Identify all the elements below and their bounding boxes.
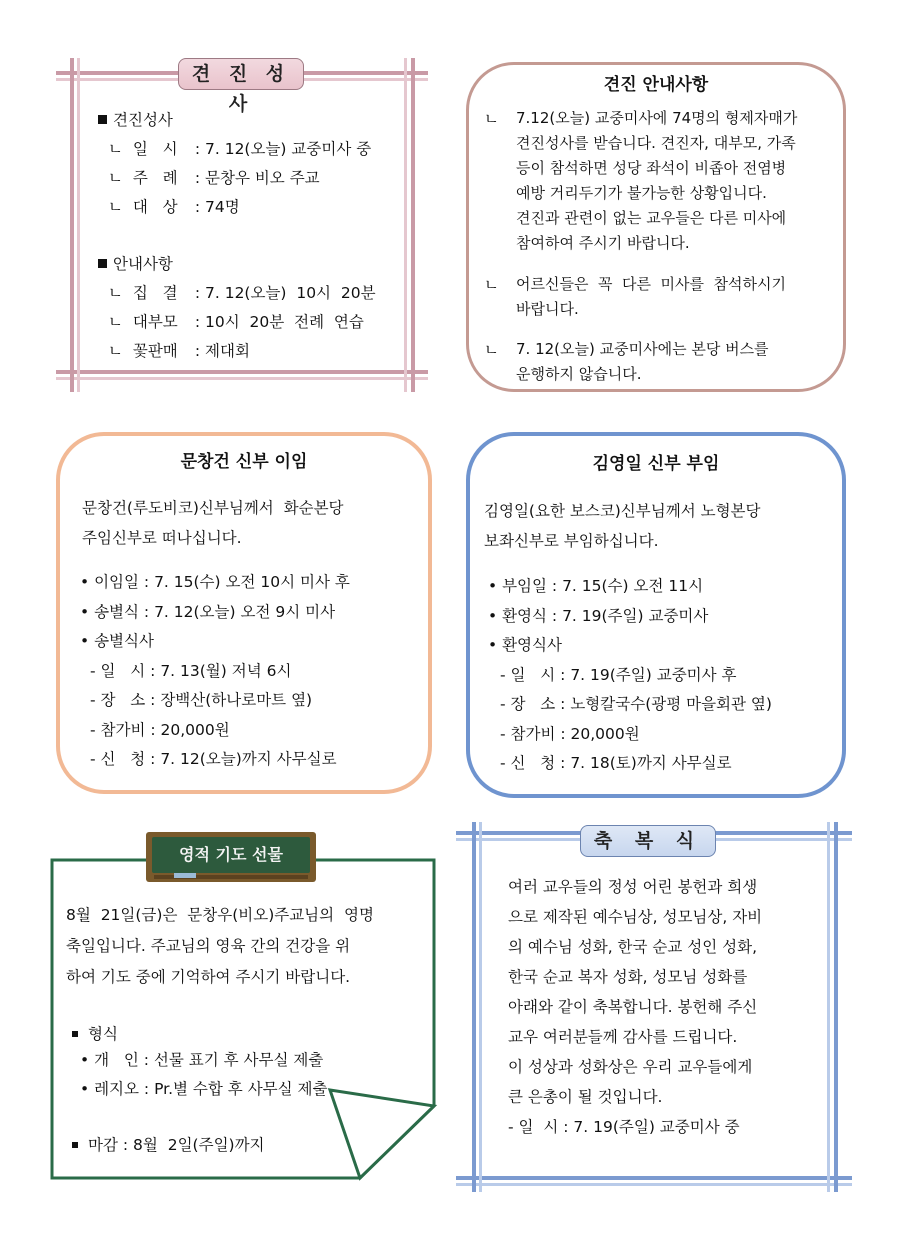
square-bullet-icon [98, 259, 107, 268]
list-item: - 일 시 : 7. 13(월) 저녁 6시 [90, 661, 292, 680]
list-item: • 부임일 : 7. 15(수) 오전 11시 [488, 577, 704, 595]
list-item: • 송별식 : 7. 12(오늘) 오전 9시 미사 [80, 602, 336, 621]
spiritual-intro: 8월 21일(금)은 문창우(비오)주교님의 영명 축일입니다. 주교님의 영육 간의 건강을 위 하여 기도 중에 기억하여 주시기 바랍니다. [66, 906, 374, 986]
list-item: - 장 소 : 장백산(하나로마트 옆) [90, 691, 313, 709]
departure-title: 문창건 신부 이임 [180, 452, 308, 472]
departure-intro: 문창건(루도비코)신부님께서 화순본당 주임신부로 떠나십니다. [82, 499, 344, 547]
notice-item-2: 어르신들은 꼭 다른 미사를 참석하시기 바랍니다. [516, 275, 786, 318]
confirmation-row-datetime: ㄴ 일 시 : 7. 12(오늘) 교중미사 중 [108, 140, 372, 158]
notice-title: 견진 안내사항 [603, 75, 709, 95]
square-bullet-icon [72, 1142, 78, 1148]
spiritual-title: 영적 기도 선물 [152, 837, 310, 873]
square-bullet-icon [72, 1031, 78, 1037]
arrival-title: 김영일 신부 부임 [592, 454, 720, 474]
notice-mark-2: ㄴ [484, 276, 499, 294]
list-item: - 신 청 : 7. 18(토)까지 사무실로 [500, 754, 732, 772]
list-item: • 송별식사 [80, 632, 154, 650]
list-item: • 환영식사 [488, 636, 562, 654]
list-item: - 신 청 : 7. 12(오늘)까지 사무실로 [90, 750, 337, 768]
blessing-text: 여러 교우들의 정성 어린 봉헌과 희생 으로 제작된 예수님상, 성모님상, 자비 의 예수님 성화, 한국 순교 성인 성화, 한국 순교 복자 성화, 성모님 성화를 아래와 같이 축복합니다. 봉헌해 주신 교우 여러분들께 감사를 드립니다. 이 성상과 성화상은 우리 교우들에게 큰 은총이 될 것입니다. - 일 시 : 7. 19(주일) 교중미사 중 [508, 878, 763, 1136]
list-item: • 개 인 : 선물 표기 후 사무실 제출 [80, 1051, 324, 1069]
confirmation-row-gather: ㄴ 집 결 : 7. 12(오늘) 10시 20분 [108, 284, 376, 302]
list-item: • 환영식 : 7. 19(주일) 교중미사 [488, 606, 709, 625]
notice-mark-3: ㄴ [484, 341, 499, 359]
list-item: - 참가비 : 20,000원 [90, 720, 230, 739]
square-bullet-icon [98, 115, 107, 124]
list-item: - 장 소 : 노형칼국수(광평 마을회관 옆) [500, 695, 772, 713]
departure-list [80, 568, 425, 775]
confirmation-row-target: ㄴ 대 상 : 74명 [108, 198, 240, 216]
notice-item-3: 7. 12(오늘) 교중미사에는 본당 버스를 운행하지 않습니다. [516, 340, 769, 383]
confirmation-notice-heading: 안내사항 [98, 252, 173, 274]
list-item: - 일 시 : 7. 19(주일) 교중미사 후 [500, 665, 737, 684]
notice-item-1: 7.12(오늘) 교중미사에 74명의 형제자매가 견진성사를 받습니다. 견진자, 대부모, 가족 등이 참석하면 성당 좌석이 비좁아 전염병 예방 거리두기가 불가능한 상황입니다. 견진과 관련이 없는 교우들은 다른 미사에 참여하여 주시기 바랍니다. [516, 109, 798, 252]
chalkboard-title [146, 832, 316, 882]
spiritual-deadline: 마감 : 8월 2일(주일)까지 [72, 1133, 265, 1155]
eraser-icon [174, 873, 196, 878]
blessing-title: 축 복 식 [580, 825, 716, 857]
confirmation-title: 견 진 성 사 [178, 58, 304, 90]
confirmation-heading: 견진성사 [98, 108, 173, 130]
list-item: • 이임일 : 7. 15(수) 오전 10시 미사 후 [80, 573, 350, 591]
spiritual-format-list [80, 1046, 420, 1104]
spiritual-format-heading: 형식 [72, 1022, 118, 1044]
confirmation-row-flowers: ㄴ 꽃판매 : 제대회 [108, 342, 250, 360]
arrival-list [488, 572, 836, 779]
notice-mark-1: ㄴ [484, 110, 499, 128]
list-item: - 참가비 : 20,000원 [500, 724, 640, 743]
list-item: • 레지오 : Pr.별 수합 후 사무실 제출 [80, 1080, 328, 1098]
arrival-intro: 김영일(요한 보스코)신부님께서 노형본당 보좌신부로 부임하십니다. [484, 502, 761, 550]
confirmation-row-godparents: ㄴ 대부모 : 10시 20분 전례 연습 [108, 313, 364, 331]
confirmation-row-celebrant: ㄴ 주 례 : 문창우 비오 주교 [108, 169, 320, 187]
